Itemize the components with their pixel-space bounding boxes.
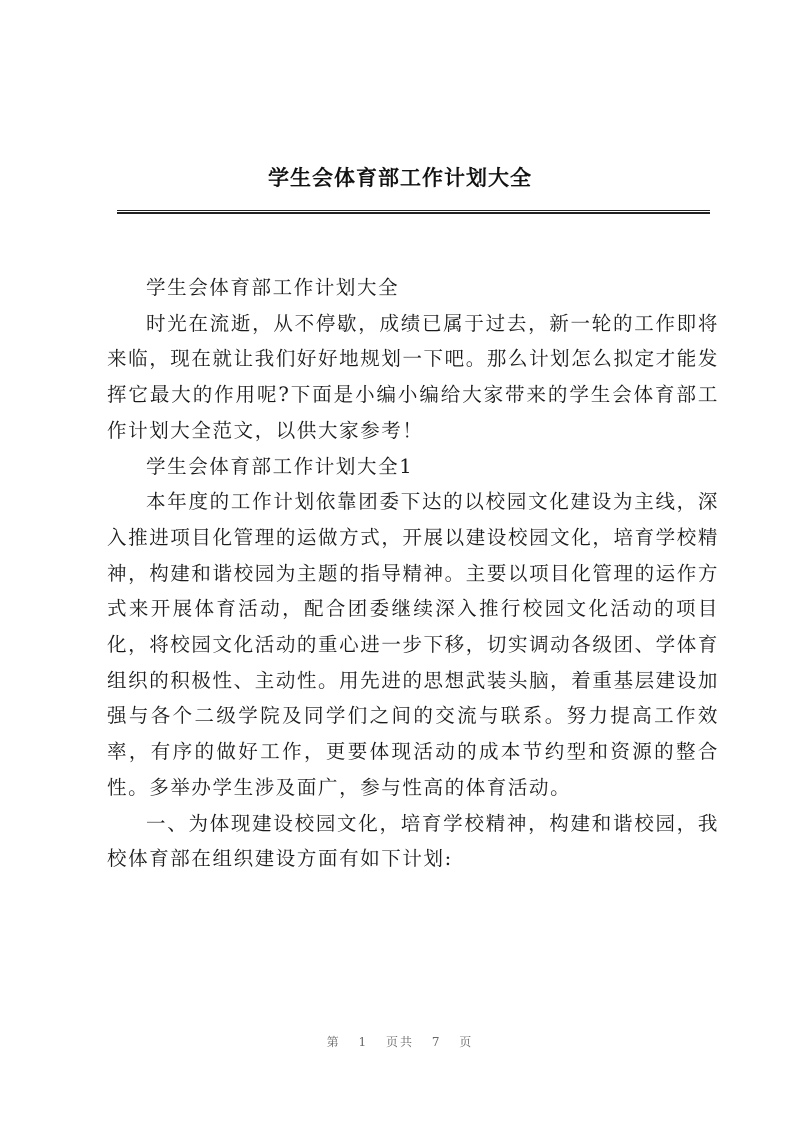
document-body <box>107 270 719 877</box>
footer-suffix: 页 <box>459 1035 474 1049</box>
paragraph-item-one: 一、为体现建设校园文化，培育学校精神，构建和谐校园，我校体育部在组织建设方面有如下计划: <box>107 811 719 871</box>
footer-page-number: 1 <box>358 1035 369 1049</box>
paragraph-section-heading: 学生会体育部工作计划大全1 <box>146 454 414 478</box>
paragraph-intro: 时光在流逝，从不停歇，成绩已属于过去，新一轮的工作即将来临，现在就让我们好好地规划一下吧。那么计划怎么拟定才能发挥它最大的作用呢?下面是小编小编给大家带来的学生会体育部工作计划大全范文，以供大家参考！ <box>107 311 719 442</box>
paragraph-plan-overview: 本年度的工作计划依靠团委下达的以校园文化建设为主线，深入推进项目化管理的运做方式，开展以建设校园文化，培育学校精神，构建和谐校园为主题的指导精神。主要以项目化管理的运作方式来开展体育活动，配合团委继续深入推行校园文化活动的项目化，将校园文化活动的重心进一步下移，切实调动各级团、学体育组织的积极性、主动性。用先进的思想武装头脑，着重基层建设加强与各个二级学院及同学们之间的交流与联系。努力提高工作效率，有序的做好工作，更要体现活动的成本节约型和资源的整合性。多举办学生涉及面广，参与性高的体育活动。 <box>107 490 719 799</box>
page-footer <box>0 1033 800 1050</box>
footer-total-pages: 7 <box>431 1035 442 1049</box>
paragraph-subtitle: 学生会体育部工作计划大全 <box>146 276 400 299</box>
footer-middle: 页共 <box>385 1035 414 1049</box>
title-divider <box>117 210 710 214</box>
footer-prefix: 第 <box>326 1035 341 1049</box>
document-title: 学生会体育部工作计划大全 <box>268 166 532 190</box>
